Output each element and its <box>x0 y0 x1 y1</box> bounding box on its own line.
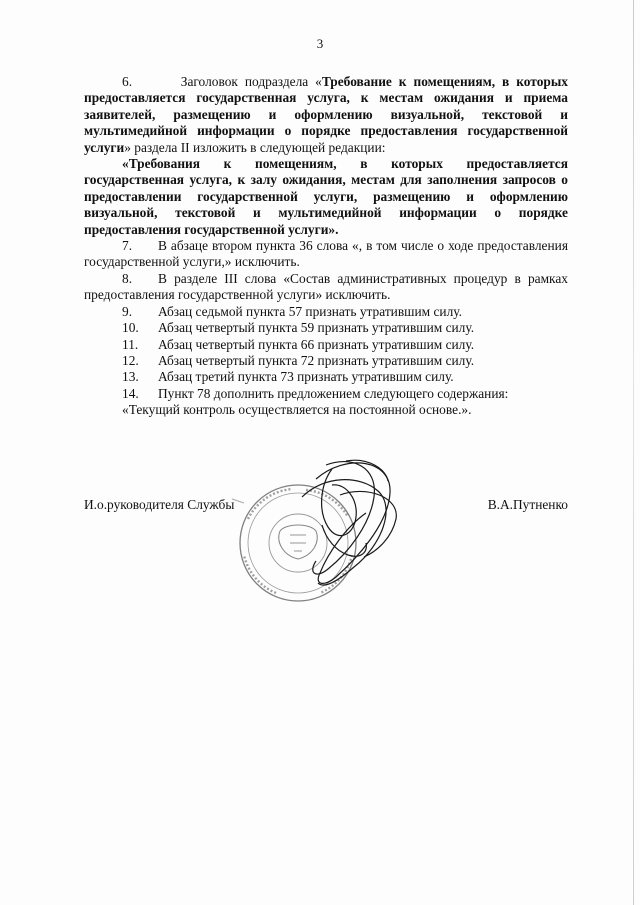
list-item <box>84 238 568 271</box>
list-item <box>84 337 568 353</box>
item-number: 9. <box>122 303 133 319</box>
official-seal-stamp <box>228 455 428 615</box>
paragraph-6-lead: Заголовок подраздела « <box>180 74 322 89</box>
item-text: Абзац четвертый пункта 66 признать утратившим силу. <box>158 336 475 352</box>
signatory-name: В.А.Путненко <box>487 497 568 512</box>
item-text: Пункт 78 дополнить предложением следующего содержания: <box>158 385 509 401</box>
handwritten-signature-icon <box>302 460 396 585</box>
paragraph-6-tail: » раздела II изложить в следующей редакции: <box>124 139 386 155</box>
new-title-open-quote: « <box>122 156 129 172</box>
page-number: 3 <box>316 36 324 51</box>
list-item <box>84 369 568 385</box>
item-number: 7. <box>122 238 133 254</box>
old-subsection-title: Требование к помещениям, в которых предоставляется государственная услуга, к местам ожидания и приема заявителей, размещению и оформлению визуальной, текстовой и мультимедийной информации о порядке предоставления государственной услуги <box>84 74 568 155</box>
item-text: Абзац седьмой пункта 57 признать утратившим силу. <box>158 303 462 319</box>
item-text: В абзаце втором пункта 36 слова «, в том числе о ходе предоставления государственной услуги,» исключить. <box>84 238 568 270</box>
new-subsection-title: Требования к помещениям, в которых предоставляется государственная услуга, к залу ожидания, местам для заполнения запросов о предоставлении государственной услуги, размещению и оформлению визуальной, текстовой и мультимедийной информации о порядке предоставления государственной услуги <box>84 156 568 237</box>
signatory-title: И.о.руководителя Службы <box>84 497 235 512</box>
item-number: 14. <box>122 385 139 401</box>
item-number: 12. <box>122 352 139 368</box>
item-number: 13. <box>122 369 139 385</box>
paragraph-6-number: 6. <box>122 74 133 89</box>
list-item <box>84 271 568 304</box>
closing-quote: «Текущий контроль осуществляется на постоянной основе.». <box>122 402 472 418</box>
new-title-close-quote: ». <box>328 221 339 237</box>
item-number: 8. <box>122 270 133 286</box>
item-text: В разделе III слова «Состав административных процедур в рамках предоставления государственной услуги» исключить. <box>84 270 568 303</box>
item-text: Абзац четвертый пункта 59 признать утратившим силу. <box>158 320 475 336</box>
list-item <box>84 353 568 369</box>
item-text: Абзац четвертый пункта 72 признать утратившим силу. <box>158 352 475 368</box>
item-number: 10. <box>122 320 139 336</box>
new-subsection-title-paragraph <box>84 156 568 238</box>
item-text: Абзац третий пункта 73 признать утратившим силу. <box>158 369 454 385</box>
paragraph-6 <box>84 74 568 156</box>
item-number: 11. <box>122 336 139 352</box>
document-body <box>84 74 568 419</box>
page-edge-shadow <box>633 0 634 905</box>
list-item <box>84 386 568 402</box>
list-item <box>84 320 568 336</box>
list-item <box>84 304 568 320</box>
